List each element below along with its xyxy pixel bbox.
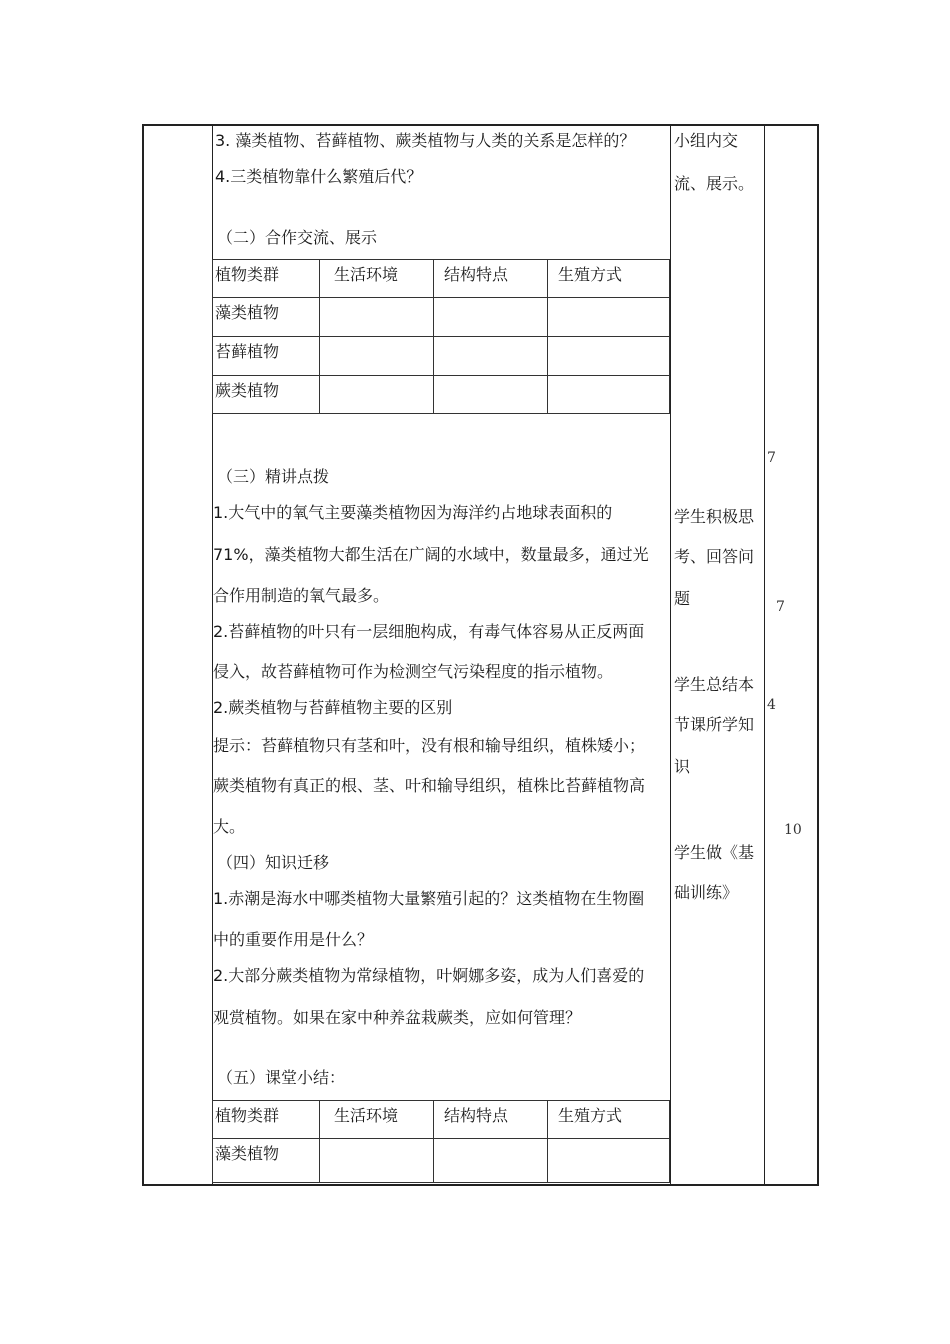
table-cell [434,376,548,414]
table-cell [320,337,434,376]
time-value: 4 [767,697,776,713]
table-cell: 藻类植物 [213,1139,320,1183]
explanation-line: 侵入，故苔藓植物可作为检测空气污染程度的指示植物。 [213,662,614,681]
table-cell [320,298,434,337]
table-header: 生活环境 [320,1101,434,1139]
explanation-line: 71%，藻类植物大都生活在广阔的水域中，数量最多，通过光 [213,545,649,564]
explanation-line: 1.大气中的氧气主要藻类植物因为海洋约占地球表面积的 [213,503,613,522]
table-header: 植物类群 [213,260,320,298]
transfer-line: 2.大部分蕨类植物为常绿植物，叶婀娜多姿，成为人们喜爱的 [213,966,645,985]
table-header: 结构特点 [434,260,548,298]
table-header: 植物类群 [213,1101,320,1139]
time-value: 10 [784,822,802,838]
activity-text: 学生积极思 [674,507,755,526]
section-heading: （四）知识迁移 [217,853,330,872]
time-value: 7 [776,599,785,615]
table-cell: 藻类植物 [213,298,320,337]
explanation-line: 蕨类植物有真正的根、茎、叶和输导组织，植株比苔藓植物高 [213,776,646,795]
table-header: 生活环境 [320,260,434,298]
activity-text: 考、回答问 [674,547,755,566]
question-3: 3. 藻类植物、苔藓植物、蕨类植物与人类的关系是怎样的？ [215,131,636,150]
activity-text: 题 [674,589,691,608]
table-cell [434,1139,548,1183]
table-cell [548,1139,670,1183]
table-header: 生殖方式 [548,260,670,298]
activity-text: 小组内交 [674,131,739,150]
table-cell [320,1139,434,1183]
table-cell [548,337,670,376]
column-divider [670,124,671,1186]
table-header: 生殖方式 [548,1101,670,1139]
plant-comparison-table [212,259,670,414]
table-cell [320,376,434,414]
table-cell: 苔藓植物 [213,337,320,376]
table-cell: 蕨类植物 [213,376,320,414]
table-cell [548,376,670,414]
explanation-line: 2.苔藓植物的叶只有一层细胞构成，有毒气体容易从正反两面 [213,622,645,641]
section-heading: （二）合作交流、展示 [217,228,378,247]
table-cell [434,337,548,376]
explanation-line: 2.蕨类植物与苔藓植物主要的区别 [213,698,453,717]
section-heading: （五）课堂小结： [217,1068,346,1087]
time-value: 7 [767,450,776,466]
explanation-line: 合作用制造的氧气最多。 [213,586,390,605]
activity-text: 础训练》 [674,883,739,902]
activity-text: 流、展示。 [674,174,755,193]
activity-text: 识 [674,757,691,776]
activity-text: 学生做《基 [674,843,755,862]
table-cell [548,298,670,337]
explanation-line: 提示：苔藓植物只有茎和叶，没有根和输导组织，植株矮小； [213,736,646,755]
section-heading: （三）精讲点拨 [217,467,330,486]
table-header: 结构特点 [434,1101,548,1139]
transfer-line: 中的重要作用是什么？ [213,930,374,949]
column-divider [764,124,765,1186]
table-cell [434,298,548,337]
activity-text: 节课所学知 [674,715,755,734]
transfer-line: 1.赤潮是海水中哪类植物大量繁殖引起的？这类植物在生物圈 [213,889,645,908]
summary-table [212,1100,670,1183]
activity-text: 学生总结本 [674,675,755,694]
transfer-line: 观赏植物。如果在家中种养盆栽蕨类，应如何管理？ [213,1008,582,1027]
question-4: 4.三类植物靠什么繁殖后代？ [215,167,423,186]
explanation-line: 大。 [213,817,246,836]
